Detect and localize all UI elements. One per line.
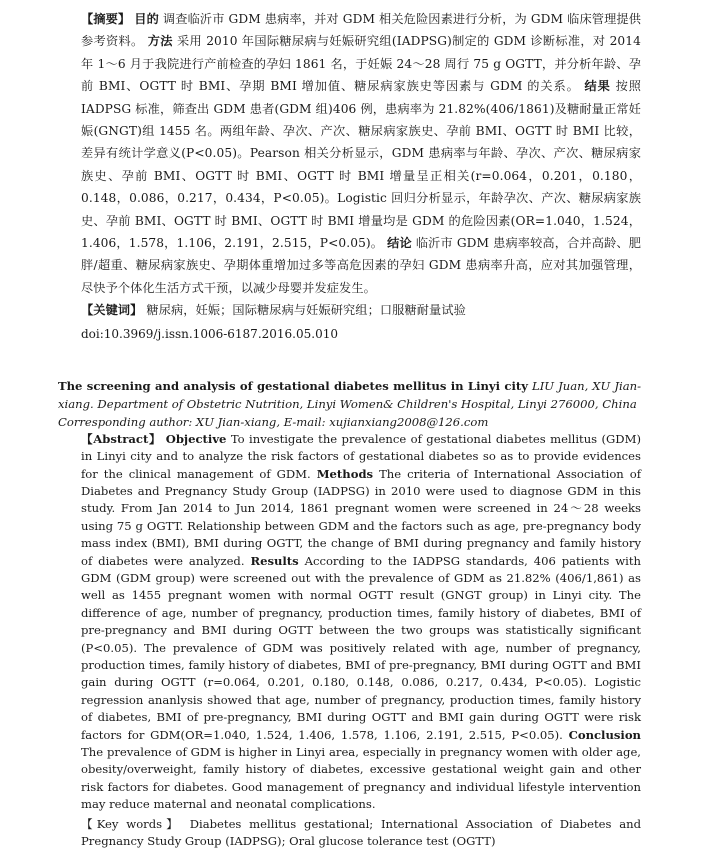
cn-keywords-text: 糖尿病，妊娠；国际糖尿病与妊娠研究组；口服糖耐量试验 (146, 303, 466, 318)
english-title-block (58, 377, 641, 413)
en-conclusion-text: The prevalence of GDM is higher in Linyi area, especially in pregnancy women with older age, obesity/overweight, family history of diabetes, excessive gestational weight gain and other risk factors for diabetes. Good management of pregnancy and individual lifestyle intervention may reduce maternal and neonatal complications. (81, 745, 641, 812)
en-results-label: Results (250, 553, 299, 568)
doi-line: doi:10.3969/j.issn.1006-6187.2016.05.010 (81, 326, 338, 341)
en-objective-text: To investigate the prevalence of gestational diabetes mellitus (GDM) in Linyi city and to analyze the risk factors of gestational diabetes so as to provide evidences for the clinical management of GDM. (81, 431, 641, 481)
en-objective-label: Objective (165, 431, 227, 446)
en-methods-label: Methods (316, 466, 374, 481)
cn-results-label: 结果 (584, 79, 611, 94)
en-methods-text: The criteria of International Association of Diabetes and Pregnancy Study Group (IADPSG) in 2010 were used to diagnose GDM in this study. From Jan 2014 to Jun 2014, 1861 pregnant women were screened in 24～28 weeks using 75 g OGTT. Relationship between GDM and the factors such as age, pre-pregnancy body mass index (BMI), BMI during OGTT, the change of BMI during pregnancy and family history of diabetes were analyzed. (81, 466, 642, 568)
en-abstract-label: 【Abstract】 (81, 431, 162, 446)
cn-objective-text: 调查临沂市 GDM 患病率，并对 GDM 相关危险因素进行分析，为 GDM 临床管理提供参考资料。 (81, 12, 642, 49)
section-gap (58, 345, 641, 377)
cn-methods-text: 采用 2010 年国际糖尿病与妊娠研究组(IADPSG)制定的 GDM 诊断标准，对 2014 年 1～6 月于我院进行产前检查的孕妇 1861 名，于妊娠 24～28 周行 75 g OGTT，并分析年龄、孕前 BMI、OGTT 时 BMI、孕期 BMI 增加值、糖尿病家族史等因素与 GDM 的关系。 (81, 34, 641, 94)
cn-keywords-label: 【关键词】 (81, 303, 143, 318)
english-authors: LIU Juan, XU Jian-xiang. Department of Obstetric Nutrition, Linyi Women& Children's Hospital, Linyi 276000, China (58, 378, 641, 411)
cn-abstract-label: 【摘要】 (81, 12, 131, 26)
english-abstract (58, 431, 641, 814)
en-results-text: According to the IADPSG standards, 406 patients with GDM (GDM group) were screened out with the prevalence of GDM as 21.82% (406/1,861) as well as 1455 pregnant women with normal OGTT result (GNGT group) in Linyi city. The difference of age, number of pregnancy, production times, family history of diabetes, BMI of pre-pregnancy and BMI during OGTT between the two groups was statistically significant (P<0.05). The prevalence of GDM was positively related with age, number of pregnancy, production times, family history of diabetes, BMI of pre-pregnancy, BMI during OGTT and BMI gain during OGTT (r=0.064, 0.201, 0.180, 0.148, 0.086, 0.217, 0.434, P<0.05). Logistic regression ananlysis showed that age, number of pregnancy, production times, family history of diabetes, BMI of pre-pregnancy, BMI during OGTT and BMI gain during OGTT were risk factors for GDM(OR=1.040, 1.524, 1.406, 1.578, 1.106, 2.191, 2.515, P<0.05). (81, 553, 642, 742)
chinese-keywords (58, 299, 641, 321)
cn-conclusion-label: 结论 (387, 236, 412, 251)
english-keywords (58, 816, 641, 850)
chinese-abstract (58, 8, 641, 299)
cn-conclusion-text: 临沂市 GDM 患病率较高，合并高龄、肥胖/超重、糖尿病家族史、孕期体重增加过多等高危因素的孕妇 GDM 患病率升高，应对其加强管理，尽快予个体化生活方式干预，以减少母婴并发症发生。 (81, 236, 641, 295)
corresponding-author: Corresponding author: XU Jian-xiang, E-mail: xujianxiang2008@126.com (58, 414, 489, 429)
cn-objective-label: 目的 (134, 12, 159, 26)
english-title: The screening and analysis of gestational diabetes mellitus in Linyi city (58, 378, 528, 393)
en-conclusion-label: Conclusion (568, 727, 641, 742)
en-keywords-text: Diabetes mellitus gestational; International Association of Diabetes and Pregnancy Study Group (IADPSG); Oral glucose tolerance test (OGTT) (81, 816, 642, 849)
cn-results-text: 按照 IADPSG 标准，筛查出 GDM 患者(GDM 组)406 例，患病率为 21.82%(406/1861)及糖耐量正常妊娠(GNGT)组 1455 名。两组年龄、孕次、产次、糖尿病家族史、孕前 BMI、OGTT 时 BMI 比较，差异有统计学意义(P<0.05)。Pearson 相关分析显示，GDM 患病率与年龄、孕次、产次、糖尿病家族史、孕前 BMI、OGTT 时 BMI、OGTT 时 BMI 增量呈正相关(r=0.064，0.201，0.180，0.148，0.086，0.217，0.434，P<0.05)。Logistic 回归分析显示，年龄孕次、产次、糖尿病家族史、孕前 BMI、OGTT 时 BMI、OGTT 时 BMI 增量均是 GDM 的危险因素(OR=1.040，1.524，1.406，1.578，1.106，2.191，2.515，P<0.05)。 (81, 79, 642, 251)
en-keywords-label: 【Key words】 (81, 816, 182, 831)
cn-methods-label: 方法 (147, 34, 173, 49)
